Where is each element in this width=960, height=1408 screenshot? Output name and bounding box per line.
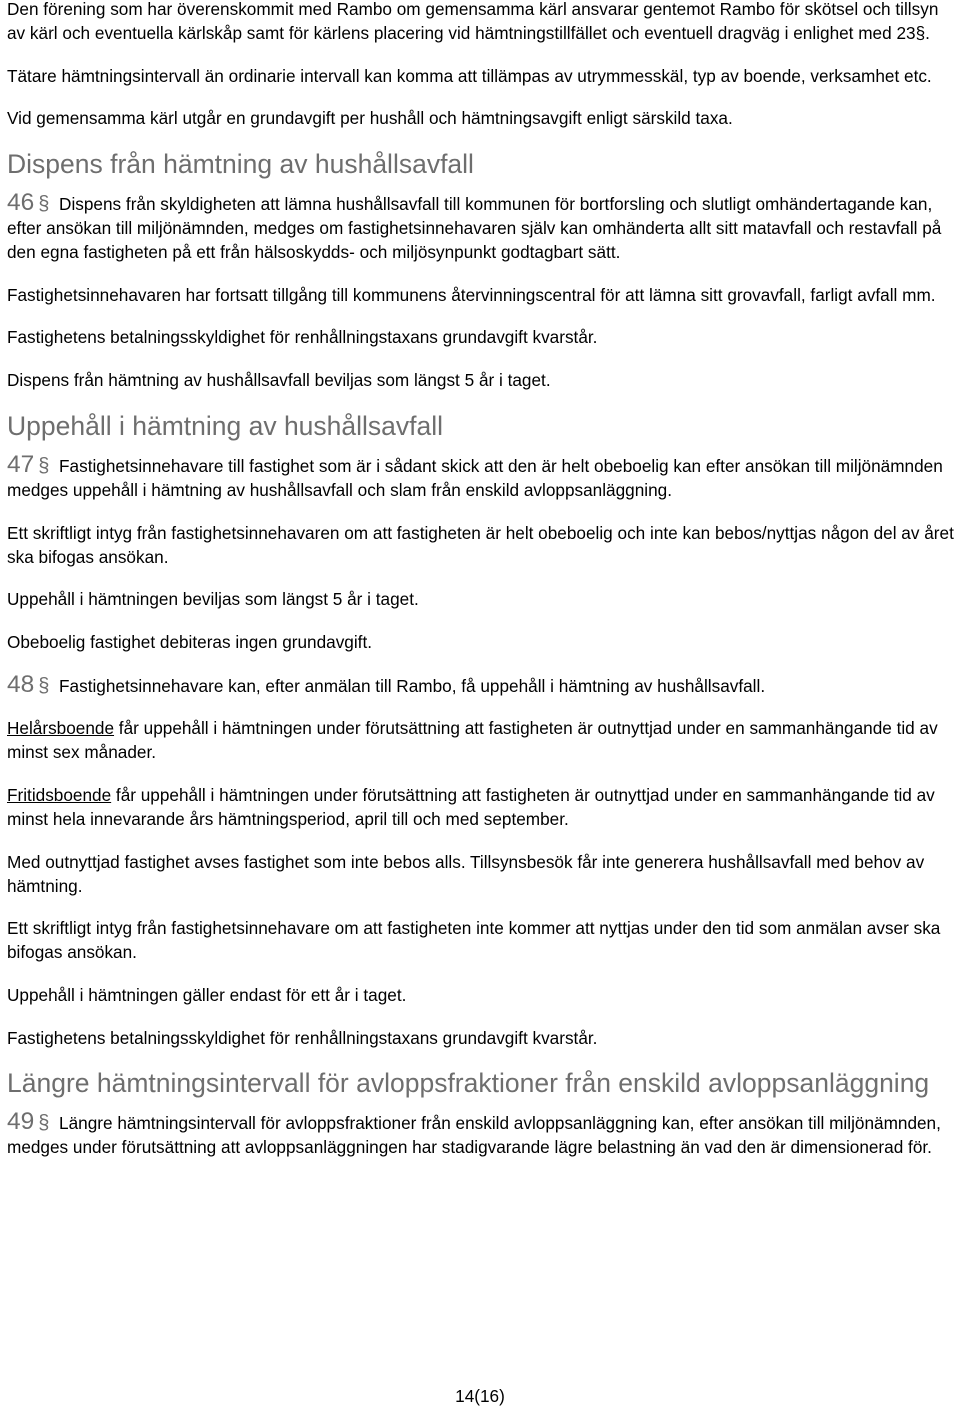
term-helarsboende: Helårsboende [7,718,115,739]
paragraph-47-text: Fastighetsinnehavare till fastighet som är i sådant skick att den är helt obeboelig kan efter ansökan till miljönämnden medges uppehåll i hämtning av hushållsavfall och slam från enskild avloppsanläggning. [7,455,943,500]
section-symbol: § [915,23,926,43]
dispens-paragraph-2: Fastighetens betalningsskyldighet för renhållningstaxans grundavgift kvarstår. [7,327,598,348]
helarsboende-text: får uppehåll i hämtningen under förutsättning att fastigheten är outnyttjad under en sammanhängande tid av minst sex månader. [7,718,938,763]
section-symbol: § [38,674,50,697]
heading-dispens: Dispens från hämtning av hushållsavfall [7,149,474,180]
paragraph-number-46: 46 [7,189,35,217]
dispens-paragraph-3: Dispens från hämtning av hushållsavfall beviljas som längst 5 år i taget. [7,370,551,391]
section-symbol: § [38,193,50,216]
intro-paragraph-1 [7,0,957,45]
paragraph-49 [7,1110,957,1159]
intro-paragraph-2: Tätare hämtningsintervall än ordinarie intervall kan komma att tillämpas av utrymmesskäl, typ av boende, verksamhet etc. [7,65,932,86]
section-symbol: § [38,1112,50,1135]
heading-uppehall: Uppehåll i hämtning av hushållsavfall [7,410,444,441]
fritidsboende-text: får uppehåll i hämtningen under förutsättning att fastigheten är outnyttjad under en sammanhängande tid av minst hela innevarande års hämtningsperiod, april till och med september. [7,784,935,829]
dispens-paragraph-1: Fastighetsinnehavaren har fortsatt tillgång till kommunens återvinningscentral för att lämna sitt grovavfall, farligt avfall mm. [7,284,936,305]
paragraph-number-49: 49 [7,1108,35,1136]
paragraph-46 [7,191,957,264]
paragraph-number-48: 48 [7,670,35,698]
uppehall-paragraph-6: Uppehåll i hämtningen gäller endast för ett år i taget. [7,985,407,1005]
paragraph-48-text: Fastighetsinnehavare kan, efter anmälan till Rambo, få uppehåll i hämtning av hushållsavfall. [59,675,766,696]
uppehall-paragraph-3: Obeboelig fastighet debiteras ingen grundavgift. [7,631,373,652]
uppehall-paragraph-4: Med outnyttjad fastighet avses fastighet som inte bebos alls. Tillsynsbesök får inte generera hushållsavfall med behov av hämtning. [7,851,925,896]
document-page [7,0,957,1178]
uppehall-paragraph-1: Ett skriftligt intyg från fastighetsinnehavaren om att fastigheten är helt obeboelig och inte kan bebos/nyttjas någon del av året ska bifogas ansökan. [7,522,954,567]
uppehall-paragraph-2: Uppehåll i hämtningen beviljas som längst 5 år i taget. [7,589,419,610]
heading-langre: Längre hämtningsintervall för avloppsfraktioner från enskild avloppsanläggning [7,1068,930,1099]
paragraph-47 [7,450,957,502]
uppehall-paragraph-5: Ett skriftligt intyg från fastighetsinnehavare om att fastigheten inte kommer att nyttjas under den tid som anmälan avser ska bifogas ansökan. [7,918,941,963]
fritidsboende-paragraph [7,783,957,831]
term-fritidsboende: Fritidsboende [7,784,112,805]
paragraph-46-text: Dispens från skyldigheten att lämna hushållsavfall till kommunen för bortforsling och slutligt omhändertagande kan, efter ansökan till miljönämnden, medges om fastighetsinnehavaren själv kan omhänderta allt sitt matavfall och restavfall på den egna fastigheten på ett från hälsoskydds- och miljösynpunkt godtagbart sätt. [7,194,942,263]
intro-paragraph-1-end: . [925,23,930,43]
paragraph-48 [7,670,957,698]
intro-paragraph-3: Vid gemensamma kärl utgår en grundavgift per hushåll och hämtningsavgift enligt särskild taxa. [7,108,733,129]
uppehall-paragraph-7: Fastighetens betalningsskyldighet för renhållningstaxans grundavgift kvarstår. [7,1027,598,1048]
paragraph-number-47: 47 [7,450,35,478]
page-number: 14(16) [455,1386,505,1406]
helarsboende-paragraph [7,716,957,764]
paragraph-49-text: Längre hämtningsintervall för avloppsfraktioner från enskild avloppsanläggning kan, efter ansökan till miljönämnden, medges under förutsättning att avloppsanläggningen har stadigvarande lägre belastning än vad den är dimensionerad för. [7,1113,941,1158]
section-symbol: § [38,454,50,477]
intro-paragraph-1-text: Den förening som har överenskommit med Rambo om gemensamma kärl ansvarar gentemot Rambo för skötsel och tillsyn av kärl och eventuella kärlskåp samt för kärlens placering vid hämtningstillfället och eventuell dragväg i enlighet med 23 [7,0,939,43]
